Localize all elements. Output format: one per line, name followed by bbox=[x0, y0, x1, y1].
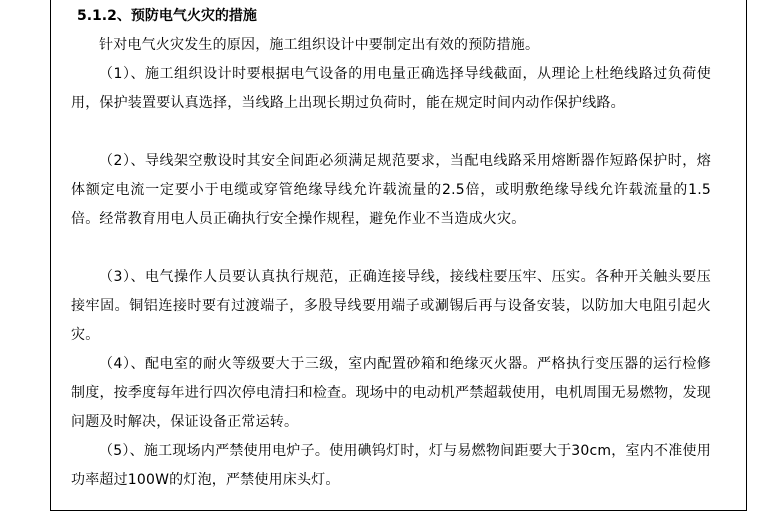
section-heading: 5.1.2、预防电气火灾的措施 bbox=[77, 8, 257, 24]
intro-paragraph: 针对电气火灾发生的原因，施工组织设计中要制定出有效的预防措施。 bbox=[99, 37, 540, 53]
measure-paragraph-4: （4）、配电室的耐火等级要大于三级，室内配置砂箱和绝缘灭火器。严格执行变压器的运行检修制度，按季度每年进行四次停电清扫和检查。现场中的电动机严禁超载使用，电机周围无易燃物，发现问题及时解决，保证设备正常运转。 bbox=[71, 356, 711, 430]
measure-paragraph-5: （5）、施工现场内严禁使用电炉子。使用碘钨灯时，灯与易燃物间距要大于30cm，室内不准使用功率超过100W的灯泡，严禁使用床头灯。 bbox=[71, 443, 711, 488]
measure-paragraph-2: （2）、导线架空敷设时其安全间距必须满足规范要求，当配电线路采用熔断器作短路保护时，熔体额定电流一定要小于电缆或穿管绝缘导线允许载流量的2.5倍，或明敷绝缘导线允许载流量的1.5倍。经常教育用电人员正确执行安全操作规程，避免作业不当造成火灾。 bbox=[71, 153, 711, 227]
measure-paragraph-1: （1）、施工组织设计时要根据电气设备的用电量正确选择导线截面，从理论上杜绝线路过负荷使用，保护装置要认真选择，当线路上出现长期过负荷时，能在规定时间内动作保护线路。 bbox=[71, 66, 711, 111]
measure-paragraph-3: （3）、电气操作人员要认真执行规范，正确连接导线，接线柱要压牢、压实。各种开关触头要压接牢固。铜铝连接时要有过渡端子，多股导线要用端子或涮锡后再与设备安装，以防加大电阻引起火灾。 bbox=[71, 269, 711, 343]
